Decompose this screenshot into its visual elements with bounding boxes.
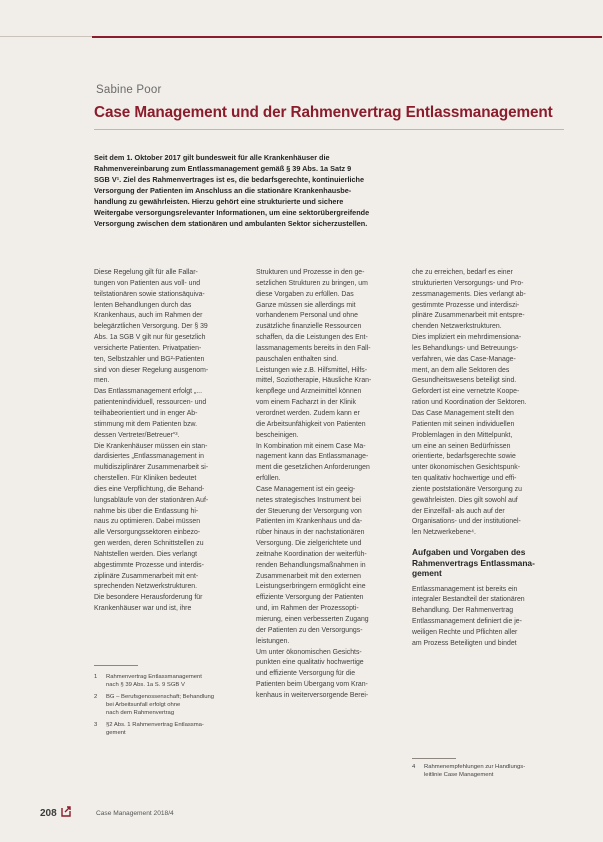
text-line: pauschalen enthalten sind. bbox=[256, 355, 338, 363]
text-line: der Steuerung der Versorgung von bbox=[256, 507, 362, 515]
text-line: netes strategisches Instrument bei bbox=[256, 496, 361, 504]
lead-line: Versorgung der Patienten im Anschluss an die stationäre Krankenhausbe- bbox=[94, 186, 352, 195]
text-line: men. bbox=[94, 377, 110, 385]
text-line: der Patienten zu den Versorgungs- bbox=[256, 626, 363, 634]
text-line: nagement kann das Entlassmanage- bbox=[256, 453, 369, 461]
text-line: renden Behandlungsmaßnahmen in bbox=[256, 561, 366, 569]
text-line: dardisiertes „Entlassmanagement in bbox=[94, 453, 204, 461]
text-line: und, im Rahmen der Prozessopti- bbox=[256, 605, 359, 613]
footnote-line: BG – Berufsgenossenschaft; Behandlung bbox=[106, 694, 215, 700]
text-line: der Einzelfall- als auch auf der bbox=[412, 507, 505, 515]
footnote bbox=[94, 693, 244, 717]
text-line: Um unter ökonomischen Gesichts- bbox=[256, 648, 362, 656]
text-line: die Arbeitsunfähigkeit von Patienten bbox=[256, 420, 366, 428]
lead-line: SGB V¹. Ziel des Rahmenvertrages ist es, die bedarfsgerechte, kontinuierliche bbox=[94, 175, 365, 184]
footnote-number: 3 bbox=[94, 722, 98, 728]
text-line: In Kombination mit einem Case Ma- bbox=[256, 442, 366, 450]
journal-icon bbox=[60, 805, 72, 817]
text-line: tungen von Patienten aus voll- und bbox=[94, 279, 201, 287]
text-line: Das Entlassmanagement erfolgt „... bbox=[94, 388, 203, 396]
text-line: schaffen, da die Leistungen des Ent- bbox=[256, 334, 368, 342]
footnote-text bbox=[424, 763, 525, 779]
lead-line: handlung zu gewährleisten. Hierzu gehört eine strukturierte und sichere bbox=[94, 197, 344, 206]
text-line: zeitnahe Koordination der weiterfüh- bbox=[256, 550, 367, 558]
text-line: mierung, einen verbesserten Zugang bbox=[256, 616, 369, 623]
body-column-3 bbox=[412, 268, 562, 650]
text-line: dessen Vertreter/Betreuer“³. bbox=[94, 431, 180, 439]
text-line: naus zu optimieren. Dabei müssen bbox=[94, 518, 201, 526]
text-line: sind von dieser Regelung ausgenom- bbox=[94, 366, 209, 374]
text-line: Strukturen und Prozesse in den ge- bbox=[256, 269, 365, 276]
text-line: punkten eine qualitativ hochwertige bbox=[256, 659, 364, 667]
text-line: Problemlagen in den Mittelpunkt, bbox=[412, 431, 513, 439]
section-heading: Aufgaben und Vorgaben des Rahmenvertrags Entlassmana-gement bbox=[412, 547, 535, 579]
text-line: Behandlung. Der Rahmenvertrag bbox=[412, 607, 514, 615]
text-line: Leistungserbringern ermöglicht eine bbox=[256, 583, 366, 591]
text-line: Die Krankenhäuser müssen ein stan- bbox=[94, 442, 208, 450]
lead-line: Weitergabe versorgungsrelevanter Informationen, um eine sektorübergreifende bbox=[94, 208, 370, 217]
text-line: Krankenhaus, auch im Rahmen der bbox=[94, 312, 203, 320]
text-line: Das Case Management stellt den bbox=[412, 409, 514, 417]
body-column-2 bbox=[256, 268, 406, 702]
footnote-line: nach § 39 Abs. 1a S. 9 SGB V bbox=[106, 682, 185, 688]
text-line: versicherte Patienten. Privatpatien- bbox=[94, 344, 202, 352]
text-line: am Prozess Beteiligten und bindet bbox=[412, 639, 517, 647]
footnote-divider bbox=[412, 758, 456, 759]
text-line: mittel, Soziotherapie, Häusliche Kran- bbox=[256, 377, 372, 385]
footnote-number: 2 bbox=[94, 694, 98, 700]
footnote bbox=[412, 763, 562, 779]
text-line: Case Management ist ein geeig- bbox=[256, 485, 356, 493]
text-line: setzlichen Strukturen zu bringen, um bbox=[256, 279, 368, 287]
text-line: Entlassmanagement definiert die je- bbox=[412, 618, 522, 626]
text-line: che zu erreichen, bedarf es einer bbox=[412, 269, 513, 276]
text-line: leistungen. bbox=[256, 637, 290, 645]
footnote bbox=[94, 721, 244, 737]
text-line: ration und Koordination der Sektoren. bbox=[412, 399, 527, 407]
text-line: Patienten im Krankenhaus und da- bbox=[256, 518, 363, 526]
footnote-line: Rahmenvertrag Entlassmanagement bbox=[106, 674, 202, 680]
text-line: integraler Bestandteil der stationären bbox=[412, 596, 525, 604]
text-line: abgestimmte Prozesse und interdis- bbox=[94, 561, 204, 569]
footnote-text bbox=[106, 673, 202, 689]
text-line: Die besondere Herausforderung für bbox=[94, 594, 203, 602]
text-line: lenten Behandlungen durch das bbox=[94, 301, 192, 309]
text-line: belegärztlichen Versorgung. Der § 39 bbox=[94, 323, 208, 331]
footnote-line: gement bbox=[106, 730, 126, 736]
text-line: Gefordert ist eine vernetzte Koope- bbox=[412, 388, 520, 396]
text-line: lungsabläufe von der stationären Auf- bbox=[94, 496, 209, 504]
text-line: teilhabeorientiert und in enger Ab- bbox=[94, 409, 198, 417]
text-line: stimmung mit dem Patienten bzw. bbox=[94, 420, 198, 428]
text-line: Leistungen wie z.B. Hilfsmittel, Hilfs- bbox=[256, 366, 368, 374]
footnote-text bbox=[106, 693, 214, 717]
text-line: zessmanagements. Dies verlangt ab- bbox=[412, 290, 526, 298]
body-column-1 bbox=[94, 268, 244, 615]
text-line: Abs. 1a SGB V gilt nur für gesetzlich bbox=[94, 334, 206, 342]
text-line: ment die gesetzlichen Anforderungen bbox=[256, 464, 370, 472]
text-line: dies eine Verpflichtung, die Behand- bbox=[94, 485, 205, 493]
text-line: kenhaus in weiterversorgende Berei- bbox=[256, 691, 369, 699]
footnotes-column-3 bbox=[412, 763, 562, 783]
author-name: Sabine Poor bbox=[96, 84, 162, 96]
text-line: Patienten mit seinen individuellen bbox=[412, 420, 515, 428]
text-line: alle Versorgungssektoren einbezo- bbox=[94, 529, 201, 537]
footnote-divider bbox=[94, 665, 138, 666]
text-line: Ganze müssen sie allerdings mit bbox=[256, 301, 356, 309]
text-line: patientenindividuell, ressourcen- und bbox=[94, 399, 207, 407]
footnote-number: 1 bbox=[94, 674, 98, 680]
top-rule-accent bbox=[92, 36, 602, 38]
text-line: diese Vorgaben zu erfüllen. Das bbox=[256, 290, 354, 298]
text-line: chenden Netzwerkstrukturen. bbox=[412, 323, 502, 331]
text-line: Dies impliziert ein mehrdimensiona- bbox=[412, 334, 522, 342]
text-line: erfüllen. bbox=[256, 475, 281, 483]
text-line: teilstationären sowie stationsäquiva- bbox=[94, 290, 205, 298]
text-line: ten, Selbstzahler und BG²-Patienten bbox=[94, 355, 205, 363]
lead-line: Rahmenvereinbarung zum Entlassmanagement gemäß § 39 Abs. 1a Satz 9 bbox=[94, 164, 352, 173]
title-divider bbox=[94, 129, 564, 130]
text-line: orientierte, bedarfsgerechte sowie bbox=[412, 453, 516, 461]
text-line: len Netzwerkebene⁴. bbox=[412, 529, 476, 537]
footnote-line: Rahmenempfehlungen zur Handlungs- bbox=[424, 764, 526, 770]
text-line: ziente poststationäre Versorgung zu bbox=[412, 485, 522, 493]
text-line: lassmanagements bereits in den Fall- bbox=[256, 344, 371, 352]
footnote bbox=[94, 673, 244, 689]
text-line: gen werden, deren Schnittstellen zu bbox=[94, 540, 204, 548]
text-line: Gesundheitswesens beteiligt sind. bbox=[412, 377, 517, 385]
text-line: verordnet werden. Zudem kann er bbox=[256, 409, 360, 417]
footnote-text bbox=[106, 721, 204, 737]
text-line: rüber hinaus in der nachstationären bbox=[256, 529, 365, 537]
text-line: vorhandenem Personal und ohne bbox=[256, 312, 358, 320]
footnotes-column-1 bbox=[94, 673, 244, 741]
text-line: um eine an seinen Bedürfnissen bbox=[412, 442, 511, 450]
text-line: Organisations- und der institutionel- bbox=[412, 518, 521, 526]
text-line: Patienten beim Übergang vom Kran- bbox=[256, 681, 368, 689]
text-line: vom einem Facharzt in der Klinik bbox=[256, 399, 356, 407]
text-line: gewährleisten. Dies gilt sowohl auf bbox=[412, 496, 518, 504]
text-line: sprechenden Netzwerkstrukturen. bbox=[94, 583, 198, 591]
text-line: und effiziente Versorgung für die bbox=[256, 670, 356, 678]
text-line: ment, an dem alle Sektoren des bbox=[412, 366, 510, 374]
text-line: les Behandlungs- und Betreuungs- bbox=[412, 344, 519, 352]
text-line: cherstellen. Für Kliniken bedeutet bbox=[94, 475, 197, 483]
footnote-line: leitlinie Case Management bbox=[424, 772, 494, 778]
text-line: effiziente Versorgung der Patienten bbox=[256, 594, 364, 602]
text-line: ziplinäre Zusammenarbeit mit ent- bbox=[94, 572, 199, 580]
footnote-line: nach dem Rahmenvertrag bbox=[106, 710, 175, 716]
text-line: Krankenhäuser war und ist, ihre bbox=[94, 605, 192, 613]
lead-line: Seit dem 1. Oktober 2017 gilt bundesweit für alle Krankenhäuser die bbox=[94, 153, 330, 162]
footnote-line: bei Arbeitsunfall erfolgt ohne bbox=[106, 702, 181, 708]
text-line: multidisziplinärer Zusammenarbeit si- bbox=[94, 464, 209, 472]
footnote-number: 4 bbox=[412, 764, 416, 770]
article-title: Case Management und der Rahmenvertrag Entlassmanagement bbox=[94, 104, 553, 121]
text-line: weiligen Rechte und Pflichten aller bbox=[412, 628, 518, 636]
text-line: Nahtstellen werden. Dies verlangt bbox=[94, 550, 198, 558]
text-line: bescheinigen. bbox=[256, 431, 299, 439]
lead-line: Versorgung zwischen dem stationären und ambulanten Sektor sicherzustellen. bbox=[94, 219, 368, 228]
text-line: Entlassmanagement ist bereits ein bbox=[412, 585, 518, 593]
page-number: 208 bbox=[40, 808, 57, 819]
footnote-line: §2 Abs. 1 Rahmenvertrag Entlassma- bbox=[106, 722, 204, 728]
text-line: nahme bis über die Entlassung hi- bbox=[94, 507, 199, 515]
top-rule-grey bbox=[0, 36, 92, 37]
text-line: verfahren, wie das Case-Manage- bbox=[412, 355, 516, 363]
text-line: plinäre Zusammenarbeit mit entspre- bbox=[412, 312, 525, 320]
text-line: strukturierten Versorgungs- und Pro- bbox=[412, 279, 524, 287]
text-line: Versorgung. Die zielgerichtete und bbox=[256, 540, 362, 548]
text-line: Zusammenarbeit mit den externen bbox=[256, 572, 361, 580]
text-line: Diese Regelung gilt für alle Fallar- bbox=[94, 269, 198, 276]
journal-name: Case Management 2018/4 bbox=[96, 810, 174, 817]
text-line: zusätzliche finanzielle Ressourcen bbox=[256, 323, 362, 331]
text-line: kenpflege und Arzneimittel können bbox=[256, 388, 362, 396]
lead-paragraph bbox=[94, 152, 534, 229]
text-line: gestimmte Prozesse und interdiszi- bbox=[412, 301, 520, 309]
text-line: unter ökonomischen Gesichtspunk- bbox=[412, 464, 521, 472]
text-line: ten qualitativ hochwertige und effi- bbox=[412, 475, 517, 483]
